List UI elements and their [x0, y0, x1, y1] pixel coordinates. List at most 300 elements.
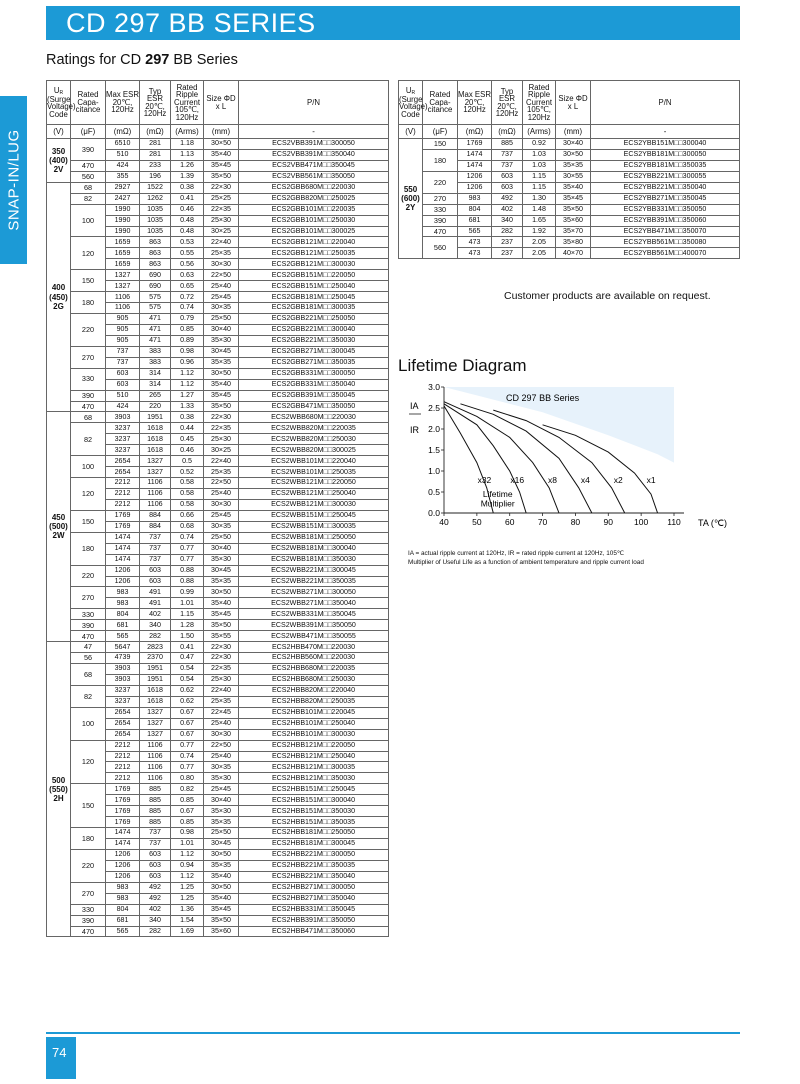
part-number-cell: ECS2HBB680M□□220035 [239, 664, 389, 675]
max-esr-cell: 2212 [106, 740, 140, 751]
capacitance-cell: 120 [71, 237, 106, 270]
ripple-current-cell: 0.77 [171, 762, 204, 773]
typ-esr-cell: 885 [140, 817, 171, 828]
max-esr-cell: 473 [458, 248, 492, 259]
voltage-code-cell: 550 (600) 2Y [399, 139, 423, 259]
table-row [47, 478, 389, 489]
page-number: 74 [52, 1045, 67, 1060]
max-esr-cell: 1206 [106, 860, 140, 871]
size-cell: 35×35 [204, 357, 239, 368]
typ-esr-cell: 237 [492, 237, 523, 248]
max-esr-cell: 4739 [106, 653, 140, 664]
size-cell: 30×55 [556, 171, 591, 182]
max-esr-cell: 1474 [106, 839, 140, 850]
capacitance-cell: 220 [423, 171, 458, 193]
typ-esr-cell: 1951 [140, 664, 171, 675]
typ-esr-cell: 471 [140, 314, 171, 325]
part-number-cell: ECS2WBB101M□□220040 [239, 456, 389, 467]
ripple-current-cell: 0.48 [171, 226, 204, 237]
series-label-x16: x16 [510, 474, 525, 485]
part-number-cell: ECS2GBB391M□□350045 [239, 390, 389, 401]
ripple-current-cell: 0.85 [171, 817, 204, 828]
part-number-cell: ECS2WBB221M□□350035 [239, 576, 389, 587]
max-esr-cell: 565 [106, 631, 140, 642]
x-tick-label: 100 [634, 517, 649, 527]
part-number-cell: ECS2YBB471M□□350070 [591, 226, 740, 237]
typ-esr-cell: 1106 [140, 478, 171, 489]
typ-esr-cell: 492 [140, 882, 171, 893]
table-row [47, 784, 389, 795]
ripple-current-cell: 0.53 [171, 237, 204, 248]
typ-esr-cell: 1106 [140, 773, 171, 784]
size-cell: 35×45 [204, 390, 239, 401]
max-esr-cell: 983 [106, 882, 140, 893]
ripple-current-cell: 0.67 [171, 707, 204, 718]
typ-esr-cell: 885 [492, 139, 523, 150]
max-esr-cell: 2212 [106, 499, 140, 510]
max-esr-cell: 2212 [106, 478, 140, 489]
table-row [47, 565, 389, 576]
chart-note-line2: Multiplier of Useful Life as a function of ambient temperature and ripple current load [408, 559, 644, 566]
typ-esr-cell: 603 [140, 871, 171, 882]
table-row [47, 346, 389, 357]
size-cell: 35×50 [204, 915, 239, 926]
capacitance-cell: 220 [71, 314, 106, 347]
size-cell: 35×50 [204, 171, 239, 182]
size-cell: 35×35 [204, 817, 239, 828]
typ-esr-cell: 281 [140, 149, 171, 160]
typ-esr-cell: 471 [140, 335, 171, 346]
typ-esr-cell: 383 [140, 357, 171, 368]
ripple-current-cell: 0.67 [171, 718, 204, 729]
ripple-current-cell: 0.88 [171, 565, 204, 576]
size-cell: 35×30 [204, 806, 239, 817]
ripple-current-cell: 0.46 [171, 204, 204, 215]
max-esr-cell: 473 [458, 237, 492, 248]
table-row [399, 226, 740, 237]
table-row [47, 237, 389, 248]
x-tick-label: 80 [570, 517, 581, 527]
size-cell: 25×50 [204, 828, 239, 839]
max-esr-cell: 1327 [106, 270, 140, 281]
size-cell: 25×50 [204, 314, 239, 325]
chart-note-line1: IA = actual ripple current at 120Hz, IR = rated ripple current at 120Hz, 105℃ [408, 550, 625, 557]
size-cell: 35×30 [204, 335, 239, 346]
part-number-cell: ECS2GBB271M□□350035 [239, 357, 389, 368]
ripple-current-cell: 1.18 [171, 139, 204, 150]
x-tick-label: 110 [667, 517, 681, 527]
size-cell: 22×30 [204, 182, 239, 193]
capacitance-cell: 330 [71, 609, 106, 620]
max-esr-cell: 1990 [106, 204, 140, 215]
ripple-current-cell: 0.38 [171, 412, 204, 423]
typ-esr-cell: 402 [140, 904, 171, 915]
y-tick-label: 1.0 [428, 466, 440, 476]
ripple-current-cell: 0.58 [171, 489, 204, 500]
ripple-current-cell: 1.48 [523, 204, 556, 215]
part-number-cell: ECS2GBB101M□□250030 [239, 215, 389, 226]
typ-esr-cell: 471 [140, 324, 171, 335]
size-cell: 25×35 [204, 467, 239, 478]
size-cell: 22×35 [204, 664, 239, 675]
typ-esr-cell: 1106 [140, 740, 171, 751]
ripple-current-cell: 0.74 [171, 532, 204, 543]
ripple-current-cell: 1.54 [171, 915, 204, 926]
size-cell: 30×30 [204, 259, 239, 270]
part-number-cell: ECS2HBB221M□□300050 [239, 849, 389, 860]
part-number-cell: ECS2WBB820M□□220035 [239, 423, 389, 434]
capacitance-cell: 470 [423, 226, 458, 237]
size-cell: 22×50 [204, 740, 239, 751]
ripple-current-cell: 0.66 [171, 510, 204, 521]
part-number-cell: ECS2HBB271M□□300050 [239, 882, 389, 893]
chart-title: CD 297 BB Series [506, 393, 580, 403]
capacitance-cell: 68 [71, 664, 106, 686]
table-row [47, 532, 389, 543]
ripple-current-cell: 1.27 [171, 390, 204, 401]
ripple-current-cell: 1.12 [171, 849, 204, 860]
typ-esr-cell: 282 [140, 926, 171, 937]
part-number-cell: ECS2HBB121M□□250040 [239, 751, 389, 762]
typ-esr-cell: 1035 [140, 204, 171, 215]
typ-esr-cell: 1618 [140, 423, 171, 434]
ripple-current-cell: 0.98 [171, 346, 204, 357]
y-label-top: IA [410, 401, 419, 411]
size-cell: 25×45 [204, 784, 239, 795]
max-esr-cell: 1106 [106, 303, 140, 314]
part-number-cell: ECS2VBB391M□□300050 [239, 139, 389, 150]
ripple-current-cell: 1.92 [523, 226, 556, 237]
ripple-current-cell: 1.25 [171, 882, 204, 893]
typ-esr-cell: 491 [140, 587, 171, 598]
lifetime-chart [398, 378, 743, 548]
footer-rule [46, 1032, 740, 1034]
ripple-current-cell: 0.55 [171, 248, 204, 259]
typ-esr-cell: 603 [140, 860, 171, 871]
size-cell: 35×40 [204, 893, 239, 904]
ripple-current-cell: 0.98 [171, 828, 204, 839]
capacitance-cell: 150 [71, 270, 106, 292]
table-row [47, 664, 389, 675]
part-number-cell: ECS2GBB331M□□300050 [239, 368, 389, 379]
typ-esr-cell: 233 [140, 160, 171, 171]
ripple-current-cell: 1.69 [171, 926, 204, 937]
part-number-cell: ECS2GBB101M□□300025 [239, 226, 389, 237]
size-cell: 30×30 [204, 499, 239, 510]
part-number-cell: ECS2HBB151M□□350035 [239, 817, 389, 828]
ripple-current-cell: 0.47 [171, 653, 204, 664]
annotation-multiplier: Multiplier [480, 498, 515, 509]
max-esr-cell: 3903 [106, 674, 140, 685]
max-esr-cell: 5647 [106, 642, 140, 653]
part-number-cell: ECS2HBB121M□□300035 [239, 762, 389, 773]
part-number-cell: ECS2HBB331M□□350045 [239, 904, 389, 915]
max-esr-cell: 905 [106, 324, 140, 335]
part-number-cell: ECS2WBB121M□□250040 [239, 489, 389, 500]
size-cell: 35×35 [204, 860, 239, 871]
ripple-current-cell: 0.85 [171, 795, 204, 806]
max-esr-cell: 737 [106, 346, 140, 357]
size-cell: 35×45 [556, 193, 591, 204]
max-esr-cell: 983 [106, 598, 140, 609]
typ-esr-cell: 603 [140, 849, 171, 860]
size-cell: 35×45 [204, 160, 239, 171]
max-esr-cell: 1769 [106, 521, 140, 532]
side-tab-label: SNAP-IN/LUG [5, 129, 22, 231]
ripple-current-cell: 1.65 [523, 215, 556, 226]
typ-esr-cell: 884 [140, 510, 171, 521]
typ-esr-cell: 2823 [140, 642, 171, 653]
typ-esr-cell: 885 [140, 795, 171, 806]
x-tick-label: 90 [603, 517, 614, 527]
ripple-current-cell: 1.25 [171, 893, 204, 904]
capacitance-cell: 390 [71, 390, 106, 401]
y-label-bottom: IR [410, 425, 419, 435]
unit-cell: (mm) [204, 125, 239, 139]
voltage-code-cell: 350 (400) 2V [47, 139, 71, 183]
ripple-current-cell: 1.50 [171, 631, 204, 642]
max-esr-cell: 1474 [106, 543, 140, 554]
max-esr-cell: 3237 [106, 445, 140, 456]
part-number-cell: ECS2YBB151M□□300040 [591, 139, 740, 150]
table-row [47, 204, 389, 215]
part-number-cell: ECS2WBB391M□□350050 [239, 620, 389, 631]
size-cell: 30×40 [204, 795, 239, 806]
part-number-cell: ECS2HBB820M□□220040 [239, 685, 389, 696]
typ-esr-cell: 492 [492, 193, 523, 204]
capacitance-cell: 390 [71, 139, 106, 161]
max-esr-cell: 3903 [106, 412, 140, 423]
annotation-lifetime: Lifetime [482, 489, 513, 500]
typ-esr-cell: 1035 [140, 226, 171, 237]
series-label-x32: x32 [477, 474, 492, 485]
size-cell: 35×70 [556, 226, 591, 237]
capacitance-cell: 330 [71, 904, 106, 915]
max-esr-cell: 1327 [106, 281, 140, 292]
size-cell: 25×30 [204, 215, 239, 226]
unit-cell: (V) [399, 125, 423, 139]
capacitance-cell: 120 [71, 478, 106, 511]
max-esr-cell: 2212 [106, 489, 140, 500]
typ-esr-cell: 737 [492, 149, 523, 160]
part-number-cell: ECS2VBB391M□□350040 [239, 149, 389, 160]
typ-esr-cell: 340 [140, 620, 171, 631]
max-esr-cell: 1206 [106, 871, 140, 882]
header-row [399, 81, 740, 125]
typ-esr-cell: 340 [492, 215, 523, 226]
typ-esr-cell: 863 [140, 259, 171, 270]
capacitance-cell: 100 [71, 707, 106, 740]
part-number-cell: ECS2GBB151M□□220050 [239, 270, 389, 281]
ripple-current-cell: 1.01 [171, 839, 204, 850]
typ-esr-cell: 2370 [140, 653, 171, 664]
units-row [399, 125, 740, 139]
part-number-cell: ECS2YBB221M□□350040 [591, 182, 740, 193]
max-esr-cell: 3237 [106, 685, 140, 696]
typ-esr-cell: 1106 [140, 489, 171, 500]
typ-esr-cell: 1951 [140, 412, 171, 423]
table-row [47, 685, 389, 696]
max-esr-cell: 424 [106, 160, 140, 171]
max-esr-cell: 3903 [106, 664, 140, 675]
part-number-cell: ECS2GBB121M□□250035 [239, 248, 389, 259]
max-esr-cell: 565 [458, 226, 492, 237]
size-cell: 35×50 [204, 620, 239, 631]
size-cell: 35×40 [556, 182, 591, 193]
max-esr-cell: 983 [458, 193, 492, 204]
part-number-cell: ECS2HBB101M□□220045 [239, 707, 389, 718]
size-cell: 30×45 [204, 346, 239, 357]
typ-esr-cell: 863 [140, 237, 171, 248]
side-tab [0, 96, 27, 264]
table-row [399, 237, 740, 248]
table-row [47, 642, 389, 653]
x-tick-label: 70 [537, 517, 548, 527]
ripple-current-cell: 1.03 [523, 160, 556, 171]
ripple-current-cell: 1.12 [171, 379, 204, 390]
capacitance-cell: 180 [423, 149, 458, 171]
max-esr-cell: 2212 [106, 751, 140, 762]
capacitance-cell: 82 [71, 685, 106, 707]
typ-esr-cell: 402 [492, 204, 523, 215]
ratings-table-left [46, 80, 389, 937]
max-esr-cell: 2212 [106, 773, 140, 784]
typ-esr-cell: 885 [140, 806, 171, 817]
max-esr-cell: 6510 [106, 139, 140, 150]
typ-esr-cell: 1618 [140, 685, 171, 696]
table-row [47, 587, 389, 598]
size-cell: 35×30 [204, 554, 239, 565]
max-esr-cell: 603 [106, 368, 140, 379]
capacitance-cell: 390 [71, 915, 106, 926]
part-number-cell: ECS2HBB151M□□300040 [239, 795, 389, 806]
capacitance-cell: 150 [423, 139, 458, 150]
part-number-cell: ECS2HBB101M□□300030 [239, 729, 389, 740]
table-row [47, 653, 389, 664]
ripple-current-cell: 1.15 [523, 171, 556, 182]
capacitance-cell: 470 [71, 401, 106, 412]
capacitance-cell: 470 [71, 160, 106, 171]
typ-esr-cell: 1618 [140, 445, 171, 456]
size-cell: 35×80 [556, 237, 591, 248]
part-number-cell: ECS2GBB820M□□250025 [239, 193, 389, 204]
max-esr-cell: 2654 [106, 456, 140, 467]
ripple-current-cell: 0.5 [171, 456, 204, 467]
size-cell: 35×45 [204, 904, 239, 915]
part-number-cell: ECS2HBB560M□□220030 [239, 653, 389, 664]
typ-esr-cell: 1327 [140, 729, 171, 740]
size-cell: 35×60 [204, 926, 239, 937]
table-row [47, 828, 389, 839]
table-row [47, 423, 389, 434]
ripple-current-cell: 0.72 [171, 292, 204, 303]
typ-esr-cell: 737 [140, 554, 171, 565]
ur-label: U [53, 86, 60, 96]
ripple-current-cell: 0.82 [171, 784, 204, 795]
typ-esr-cell: 603 [140, 565, 171, 576]
capacitance-cell: 330 [71, 368, 106, 390]
ripple-current-cell: 0.41 [171, 642, 204, 653]
typ-esr-cell: 603 [140, 576, 171, 587]
max-esr-cell: 1769 [106, 784, 140, 795]
y-tick-label: 2.5 [428, 403, 440, 413]
max-esr-cell: 2654 [106, 707, 140, 718]
max-esr-cell: 510 [106, 149, 140, 160]
size-cell: 30×40 [556, 139, 591, 150]
capacitance-cell: 220 [71, 565, 106, 587]
unit-cell: (V) [47, 125, 71, 139]
ripple-current-cell: 0.52 [171, 467, 204, 478]
typ-esr-cell: 690 [140, 270, 171, 281]
page-number-box [46, 1037, 76, 1079]
unit-cell: (Arms) [171, 125, 204, 139]
table-row [47, 314, 389, 325]
lifetime-heading: Lifetime Diagram [398, 356, 527, 375]
max-esr-cell: 2654 [106, 467, 140, 478]
ratings-heading-prefix: Ratings for CD [46, 52, 146, 68]
ripple-current-cell: 1.12 [171, 871, 204, 882]
part-number-cell: ECS2GBB680M□□220030 [239, 182, 389, 193]
capacitance-cell: 180 [71, 292, 106, 314]
part-number-cell: ECS2YBB221M□□300055 [591, 171, 740, 182]
ur-subscript: R [411, 90, 416, 97]
typ-esr-cell: 491 [140, 598, 171, 609]
part-number-cell: ECS2WBB331M□□350045 [239, 609, 389, 620]
ripple-current-cell: 0.54 [171, 664, 204, 675]
size-cell: 22×40 [204, 685, 239, 696]
size-cell: 25×35 [204, 248, 239, 259]
part-number-cell: ECS2VBB561M□□350050 [239, 171, 389, 182]
size-cell: 22×45 [204, 707, 239, 718]
table-row [47, 390, 389, 401]
part-number-cell: ECS2HBB820M□□250035 [239, 696, 389, 707]
col-header-ripple: Rated Ripple Current 105℃, 120Hz [523, 81, 556, 125]
voltage-code-cell: 400 (450) 2G [47, 182, 71, 412]
table-row [47, 368, 389, 379]
part-number-cell: ECS2WBB680M□□220030 [239, 412, 389, 423]
size-cell: 30×50 [204, 368, 239, 379]
series-header-bar [46, 6, 740, 40]
size-cell: 22×50 [204, 478, 239, 489]
part-number-cell: ECS2GBB181M□□300035 [239, 303, 389, 314]
table-row [399, 139, 740, 150]
capacitance-cell: 390 [71, 620, 106, 631]
ripple-current-cell: 0.46 [171, 445, 204, 456]
size-cell: 35×40 [204, 379, 239, 390]
ripple-current-cell: 0.56 [171, 259, 204, 270]
customer-note: Customer products are available on request. [504, 290, 711, 302]
size-cell: 30×50 [204, 587, 239, 598]
ur-label: U [405, 86, 412, 96]
series-title: CD 297 BB SERIES [66, 8, 316, 38]
col-header-max-esr: Max ESR 20℃, 120Hz [106, 81, 140, 125]
capacitance-cell: 220 [71, 849, 106, 882]
part-number-cell: ECS2GBB101M□□220035 [239, 204, 389, 215]
size-cell: 30×50 [204, 849, 239, 860]
size-cell: 22×40 [204, 237, 239, 248]
table-row [399, 149, 740, 160]
table-row [47, 926, 389, 937]
table-row [47, 270, 389, 281]
typ-esr-cell: 1262 [140, 193, 171, 204]
max-esr-cell: 1474 [106, 554, 140, 565]
part-number-cell: ECS2HBB151M□□250045 [239, 784, 389, 795]
capacitance-cell: 470 [71, 631, 106, 642]
part-number-cell: ECS2GBB121M□□220040 [239, 237, 389, 248]
max-esr-cell: 510 [106, 390, 140, 401]
part-number-cell: ECS2GBB221M□□300040 [239, 324, 389, 335]
typ-esr-cell: 1327 [140, 456, 171, 467]
